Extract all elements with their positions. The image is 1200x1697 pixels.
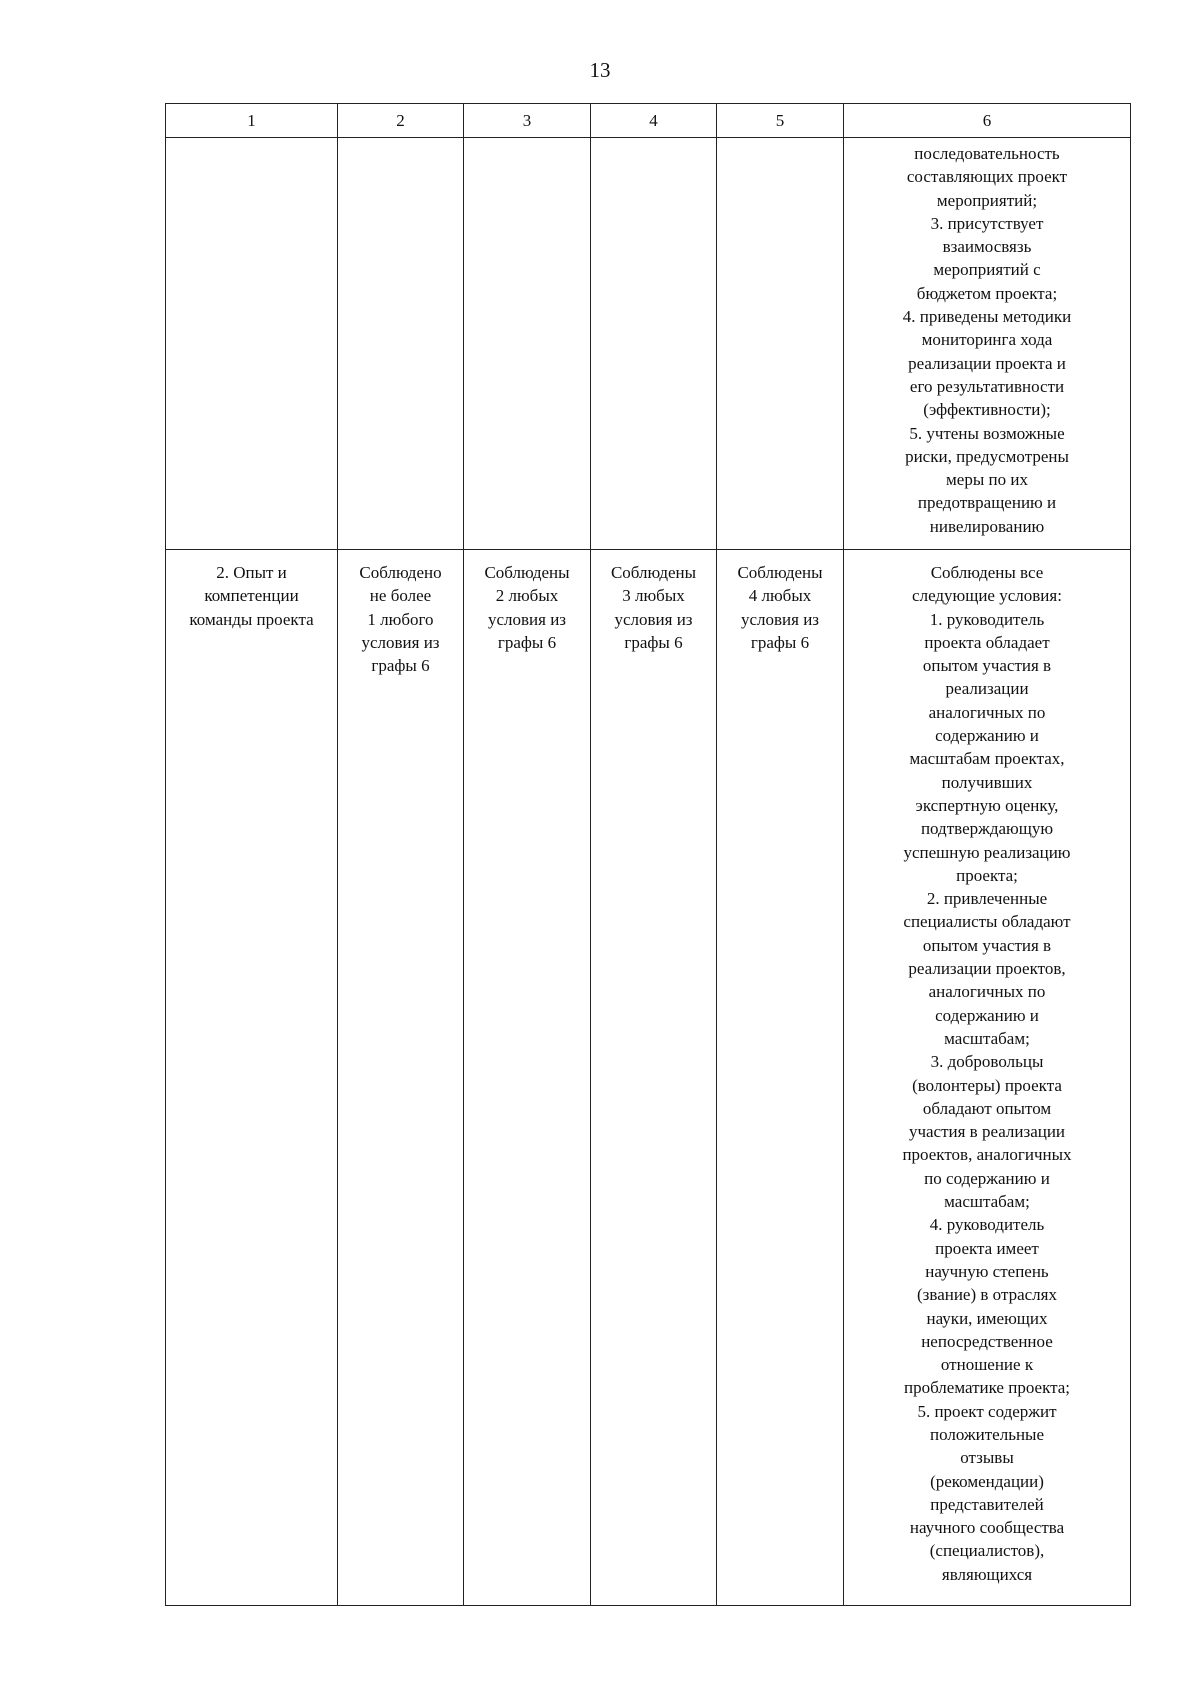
cell-text-line: условия из (487, 609, 567, 629)
cell-text-line: 3 любых (622, 586, 685, 606)
cell-text-line: получивших (941, 772, 1033, 792)
cell-text-line: риски, предусмотрены (905, 446, 1069, 466)
cell-text-line: 1 любого (367, 609, 434, 629)
cell-text-line: (эффективности); (923, 400, 1051, 420)
cell-text-line: не более (369, 586, 432, 606)
cell-empty-col5 (717, 138, 844, 550)
page-number: 13 (589, 58, 611, 82)
cell-empty-col1 (166, 138, 338, 550)
cell-empty-col2 (338, 138, 464, 550)
cell-text-line: являющихся (941, 1564, 1033, 1584)
cell-text-line: компетенции (204, 586, 299, 606)
cell-text-line: 4. приведены методики (902, 307, 1072, 327)
cell-text-line: условия из (361, 632, 440, 652)
cell-text-line: (волонтеры) проекта (912, 1075, 1062, 1095)
cell-conditions-continuation (844, 138, 1131, 550)
cell-text-line: 4. руководитель (929, 1215, 1045, 1235)
cell-text-line: научную степень (925, 1261, 1049, 1281)
cell-text-line: масштабам; (944, 1192, 1030, 1212)
cell-text-line: аналогичных по (928, 982, 1046, 1002)
cell-empty-col4 (591, 138, 717, 550)
cell-text-line: составляющих проект (906, 167, 1068, 187)
cell-text-line: 2. Опыт и (216, 563, 287, 582)
cell-text-line: 4 любых (748, 586, 812, 606)
cell-text-line: подтверждающую (920, 819, 1054, 839)
cell-text-line: непосредственное (921, 1331, 1053, 1351)
column-header-2: 2 (338, 104, 464, 138)
cell-conditions-team (844, 550, 1131, 1606)
cell-text-line: мониторинга хода (921, 330, 1053, 350)
column-header-3: 3 (464, 104, 591, 138)
cell-text-line: Соблюдены все (930, 563, 1044, 582)
cell-text-line: следующие условия: (912, 586, 1062, 606)
cell-text-line: опытом участия в (922, 656, 1052, 676)
cell-text-line: представителей (930, 1494, 1044, 1514)
cell-text-line: условия из (614, 609, 693, 629)
cell-text-line: опытом участия в (922, 935, 1052, 955)
cell-text-line: команды проекта (189, 609, 314, 629)
table-row-team-experience (166, 550, 1131, 1606)
table-header-row (166, 104, 1131, 138)
cell-score-col2 (338, 550, 464, 1606)
cell-text-line: 1. руководитель (929, 609, 1045, 629)
column-header-4: 4 (591, 104, 717, 138)
cell-text-line: бюджетом проекта; (916, 283, 1058, 303)
cell-score-col4 (591, 550, 717, 1606)
cell-text-line: Соблюдены (737, 563, 823, 582)
cell-score-col5 (717, 550, 844, 1606)
table-row-continuation (166, 138, 1131, 550)
cell-text-line: реализации проектов, (908, 959, 1066, 979)
column-header-5: 5 (717, 104, 844, 138)
cell-text-line: нивелированию (929, 516, 1045, 536)
cell-text-line: реализации (945, 679, 1029, 699)
cell-text-line: 2 любых (495, 586, 559, 606)
cell-text-line: проблематике проекта; (903, 1378, 1071, 1398)
cell-text-line: отзывы (960, 1448, 1014, 1468)
cell-text-line: успешную реализацию (903, 842, 1071, 862)
cell-text-line: 5. проект содержит (917, 1401, 1057, 1421)
cell-text-line: масштабам проектах, (909, 749, 1065, 769)
column-header-6: 6 (844, 104, 1131, 138)
cell-text-line: 5. учтены возможные (909, 423, 1065, 443)
column-header-1: 1 (166, 104, 338, 138)
cell-text-line: графы 6 (750, 632, 810, 652)
cell-text-line: аналогичных по (928, 702, 1046, 722)
cell-text-line: его результативности (909, 376, 1065, 396)
cell-text-line: мероприятий с (933, 260, 1041, 280)
cell-text-line: проекта обладает (924, 632, 1050, 652)
cell-text-line: участия в реализации (908, 1122, 1066, 1142)
cell-text-line: проекта; (956, 865, 1018, 885)
cell-text-line: Соблюдено (359, 563, 442, 582)
cell-text-line: экспертную оценку, (915, 795, 1059, 815)
cell-text-line: меры по их (946, 470, 1028, 490)
cell-text-line: (звание) в отраслях (917, 1285, 1057, 1305)
cell-text-line: содержанию и (935, 1005, 1039, 1025)
cell-text-line: последовательность (914, 144, 1060, 163)
cell-text-line: 3. присутствует (930, 213, 1044, 233)
cell-score-col3 (464, 550, 591, 1606)
cell-text-line: содержанию и (935, 726, 1039, 746)
criteria-table-container (165, 103, 1130, 1606)
cell-text-line: науки, имеющих (926, 1308, 1048, 1328)
cell-text-line: специалисты обладают (903, 912, 1071, 932)
cell-text-line: Соблюдены (610, 563, 697, 582)
cell-text-line: обладают опытом (922, 1098, 1052, 1118)
cell-text-line: (специалистов), (929, 1541, 1045, 1561)
cell-text-line: положительные (929, 1424, 1045, 1444)
cell-empty-col3 (464, 138, 591, 550)
cell-text-line: графы 6 (624, 632, 683, 652)
cell-text-line: графы 6 (497, 632, 557, 652)
cell-text-line: 2. привлеченные (926, 889, 1048, 909)
cell-criterion-name (166, 550, 338, 1606)
cell-text-line: 3. добровольцы (930, 1052, 1044, 1072)
cell-text-line: взаимосвязь (942, 237, 1032, 257)
cell-text-line: графы 6 (371, 656, 430, 676)
cell-text-line: проекта имеет (935, 1238, 1039, 1258)
cell-text-line: отношение к (940, 1355, 1034, 1375)
cell-text-line: проектов, аналогичных (902, 1145, 1072, 1165)
cell-text-line: мероприятий; (936, 190, 1038, 210)
cell-text-line: реализации проекта и (908, 353, 1066, 373)
cell-text-line: условия из (740, 609, 820, 629)
cell-text-line: предотвращению и (917, 493, 1057, 513)
criteria-table (165, 103, 1131, 1606)
cell-text-line: масштабам; (944, 1028, 1030, 1048)
cell-text-line: Соблюдены (484, 563, 570, 582)
cell-text-line: научного сообщества (909, 1518, 1065, 1538)
cell-text-line: по содержанию и (924, 1168, 1050, 1188)
cell-text-line: (рекомендации) (930, 1471, 1044, 1491)
